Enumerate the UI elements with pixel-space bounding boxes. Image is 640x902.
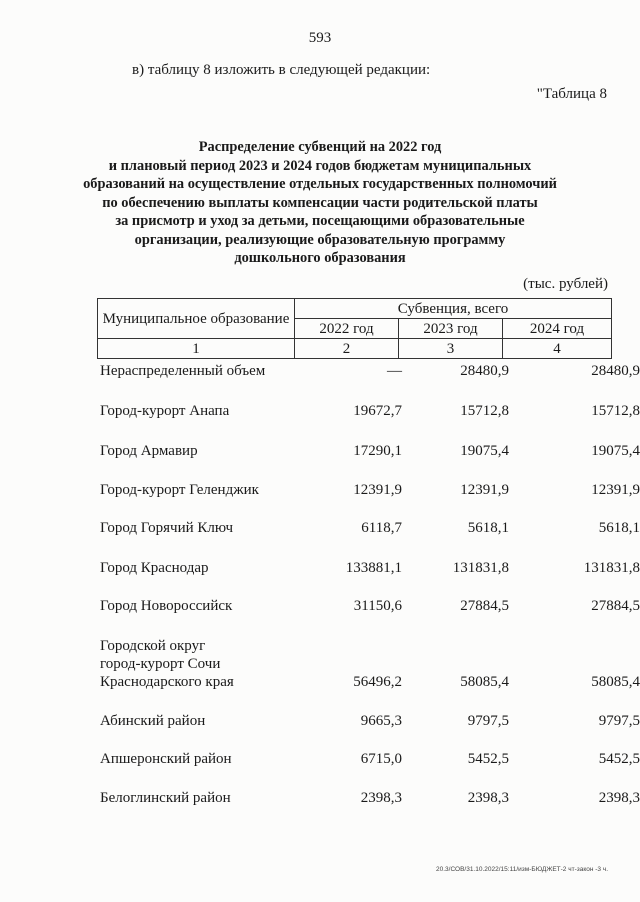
header-year-2024: 2024 год	[503, 319, 612, 339]
row-value-2024: 28480,9	[591, 363, 640, 379]
header-municipality: Муниципальное образование	[98, 299, 295, 339]
row-municipality: Город Новороссийск	[100, 598, 233, 614]
row-value-2023: 12391,9	[460, 482, 509, 498]
row-value-2024: 15712,8	[591, 403, 640, 419]
row-value-2022: —	[387, 363, 402, 379]
row-value-2023: 28480,9	[460, 363, 509, 379]
row-value-2023: 27884,5	[460, 598, 509, 614]
column-number: 1	[98, 339, 295, 359]
intro-text: в) таблицу 8 изложить в следующей редакции:	[132, 62, 431, 78]
row-value-2022: 12391,9	[353, 482, 402, 498]
row-value-2023: 5618,1	[467, 520, 509, 536]
row-value-2023: 131831,8	[452, 560, 509, 576]
row-value-2024: 58085,4	[591, 674, 640, 690]
row-value-2023: 19075,4	[460, 443, 509, 459]
column-number: 3	[399, 339, 503, 359]
row-value-2024: 9797,5	[598, 713, 640, 729]
row-value-2022: 6715,0	[360, 751, 402, 767]
row-municipality: Город-курорт Анапа	[100, 403, 230, 419]
title-line: по обеспечению выплаты компенсации части родительской платы	[102, 194, 538, 211]
column-number: 4	[503, 339, 612, 359]
row-value-2023: 9797,5	[467, 713, 509, 729]
row-municipality: Город Армавир	[100, 443, 198, 459]
title-line: дошкольного образования	[234, 250, 406, 266]
title-line: образований на осуществление отдельных государственных полномочий	[83, 176, 557, 192]
row-value-2022: 133881,1	[345, 560, 402, 576]
row-value-2022: 6118,7	[361, 520, 402, 536]
header-year-2023: 2023 год	[399, 319, 503, 339]
row-value-2022: 2398,3	[360, 790, 402, 806]
row-value-2024: 19075,4	[591, 443, 640, 459]
row-value-2022: 31150,6	[353, 598, 402, 614]
row-value-2022: 9665,3	[360, 713, 402, 729]
header-subvention-total: Субвенция, всего	[295, 299, 612, 319]
row-value-2023: 2398,3	[467, 790, 509, 806]
document-footer: 20.3/СОВ/31.10.2022/15:11/изм-БЮДЖЕТ-2 чт-закон -3 ч.	[436, 866, 609, 873]
row-municipality: Абинский район	[100, 713, 206, 729]
title-line: Распределение субвенций на 2022 год	[198, 139, 442, 155]
column-number: 2	[295, 339, 399, 359]
row-municipality: Апшеронский район	[100, 751, 232, 767]
row-value-2022: 56496,2	[353, 674, 402, 690]
row-value-2024: 5618,1	[598, 520, 640, 536]
page-number: 593	[308, 30, 332, 46]
row-value-2023: 15712,8	[460, 403, 509, 419]
table-header	[97, 298, 612, 359]
header-year-2022: 2022 год	[295, 319, 399, 339]
row-value-2022: 19672,7	[353, 403, 402, 419]
row-municipality: Город Краснодар	[100, 560, 209, 576]
row-municipality: Город-курорт Геленджик	[100, 482, 259, 498]
row-value-2023: 58085,4	[460, 674, 509, 690]
row-value-2024: 2398,3	[598, 790, 640, 806]
units-label: (тыс. рублей)	[523, 276, 608, 292]
row-value-2024: 27884,5	[591, 598, 640, 614]
row-municipality: Городской округ город-курорт Сочи Краснодарского края	[100, 638, 234, 690]
row-value-2022: 17290,1	[353, 443, 402, 459]
row-municipality: Белоглинский район	[100, 790, 231, 806]
row-municipality: Город Горячий Ключ	[100, 520, 234, 536]
row-municipality: Нераспределенный объем	[100, 363, 266, 379]
title-line: за присмотр и уход за детьми, посещающими образовательные	[115, 213, 525, 229]
row-value-2024: 5452,5	[598, 751, 640, 767]
table-reference: "Таблица 8	[536, 86, 607, 102]
table-title	[60, 138, 580, 268]
title-line: и плановый период 2023 и 2024 годов бюджетам муниципальных	[108, 157, 532, 174]
title-line: организации, реализующие образовательную программу	[134, 231, 506, 248]
row-value-2023: 5452,5	[467, 751, 509, 767]
row-value-2024: 131831,8	[583, 560, 640, 576]
row-value-2024: 12391,9	[591, 482, 640, 498]
